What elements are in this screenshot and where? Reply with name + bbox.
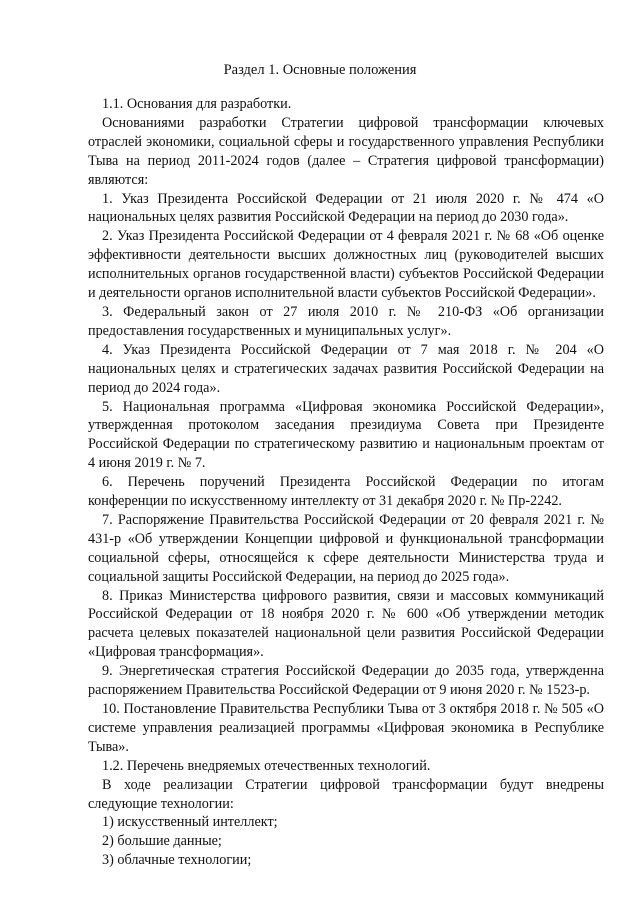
subsection-heading-1-1: 1.1. Основания для разработки. bbox=[102, 96, 292, 112]
basis-item-1: 1. Указ Президента Российской Федерации от 21 июля 2020 г. № 474 «О национальных целях развития Российской Федерации на период до 2030 года». bbox=[88, 190, 604, 226]
basis-item-7: 7. Распоряжение Правительства Российской Федерации от 20 февраля 2021 г. № 431-р «Об утверждении Концепции цифровой и функциональной трансформации социальной сферы, относящейся к сфере деятельности Министерства труда и социальной защиты Российской Федерации, на период до 2025 года». bbox=[88, 511, 604, 585]
section-title: Раздел 1. Основные положения bbox=[223, 62, 417, 78]
basis-item-6: 6. Перечень поручений Президента Российской Федерации по итогам конференции по искусственному интеллекту от 31 декабря 2020 г. № Пр-2242. bbox=[88, 474, 604, 510]
basis-item-9: 9. Энергетическая стратегия Российской Федерации до 2035 года, утвержденна распоряжением Правительства Российской Федерации от 9 июня 2020 г. № 1523-р. bbox=[88, 663, 604, 699]
technology-item-2: 2) большие данные; bbox=[102, 833, 222, 850]
basis-item-3: 3. Федеральный закон от 27 июля 2010 г. № 210-ФЗ «Об организации предоставления государственных и муниципальных услуг». bbox=[88, 303, 604, 339]
subsection-heading-1-2: 1.2. Перечень внедряемых отечественных технологий. bbox=[102, 757, 431, 774]
basis-item-5: 5. Национальная программа «Цифровая экономика Российской Федерации», утвержденная протоколом заседания президиума Совета при Президенте Российской Федерации по стратегическому развитию и национальным проектам от 4 июня 2019 г. № 7. bbox=[88, 398, 604, 472]
technology-item-3: 3) облачные технологии; bbox=[102, 852, 252, 869]
basis-item-2: 2. Указ Президента Российской Федерации от 4 февраля 2021 г. № 68 «Об оценке эффективности деятельности высших должностных лиц (руководителей высших исполнительных органов государственной власти) субъектов Российской Федерации и деятельности органов исполнительной власти субъектов Российской Федерации». bbox=[88, 228, 604, 302]
basis-item-4: 4. Указ Президента Российской Федерации от 7 мая 2018 г. № 204 «О национальных целях и стратегических задачах развития Российской Федерации на период до 2024 года». bbox=[88, 341, 604, 396]
basis-item-10: 10. Постановление Правительства Республики Тыва от 3 октября 2018 г. № 505 «О системе управления реализацией программы «Цифровая экономика в Республике Тыва». bbox=[88, 701, 604, 755]
technologies-intro: В ходе реализации Стратегии цифровой трансформации будут внедрены следующие технологии: bbox=[88, 776, 604, 812]
intro-paragraph: Основаниями разработки Стратегии цифровой трансформации ключевых отраслей экономики, социальной сферы и государственного управления Республики Тыва на период 2011-2024 годов (далее – Стратегия цифровой трансформации) являются: bbox=[88, 114, 604, 188]
document-body bbox=[88, 95, 604, 870]
technology-item-1: 1) искусственный интеллект; bbox=[102, 814, 278, 831]
basis-item-8: 8. Приказ Министерства цифрового развития, связи и массовых коммуникаций Российской Федерации от 18 ноября 2020 г. № 600 «Об утверждении методик расчета целевых показателей национальной цели развития Российской Федерации «Цифровая трансформация». bbox=[88, 587, 604, 661]
